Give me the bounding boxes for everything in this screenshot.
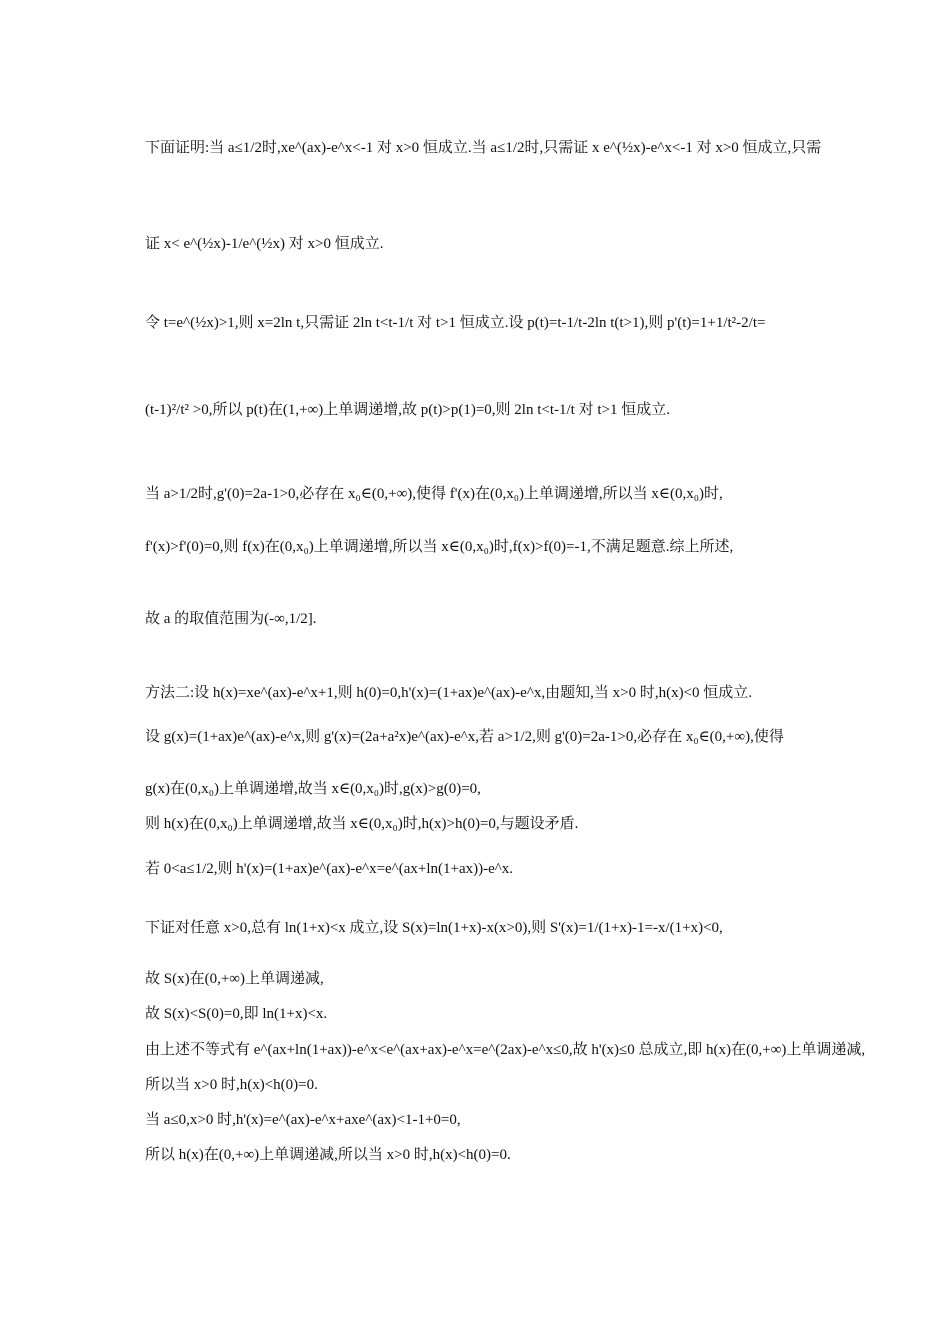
method-two-line-6: 下证对任意 x>0,总有 ln(1+x)<x 成立,设 S(x)=ln(1+x)-x(x>0),则 S'(x)=1/(1+x)-1=-x/(1+x)<0,	[145, 920, 723, 936]
method-two-line-2: 设 g(x)=(1+ax)e^(ax)-e^x,则 g'(x)=(2a+a²x)e^(ax)-e^x,若 a>1/2,则 g'(0)=2a-1>0,必存在 x₀∈(0,+∞),使得	[145, 729, 784, 745]
method-two-line-7: 故 S(x)在(0,+∞)上单调递减,	[145, 971, 324, 987]
proof-line-5: 当 a>1/2时,g'(0)=2a-1>0,必存在 x₀∈(0,+∞),使得 f'(x)在(0,x₀)上单调递增,所以当 x∈(0,x₀)时,	[145, 486, 723, 502]
proof-line-4: (t-1)²/t² >0,所以 p(t)在(1,+∞)上单调递增,故 p(t)>p(1)=0,则 2ln t<t-1/t 对 t>1 恒成立.	[145, 402, 670, 418]
method-two-line-9: 由上述不等式有 e^(ax+ln(1+ax))-e^x<e^(ax+ax)-e^x=e^(2ax)-e^x≤0,故 h'(x)≤0 总成立,即 h(x)在(0,+∞)上单调递减,	[145, 1042, 866, 1058]
proof-line-1: 下面证明:当 a≤1/2时,xe^(ax)-e^x<-1 对 x>0 恒成立.当 a≤1/2时,只需证 x e^(½x)-e^x<-1 对 x>0 恒成立,只需	[145, 140, 822, 156]
proof-line-2: 证 x< e^(½x)-1/e^(½x) 对 x>0 恒成立.	[145, 236, 384, 252]
method-two-line-5: 若 0<a≤1/2,则 h'(x)=(1+ax)e^(ax)-e^x=e^(ax+ln(1+ax))-e^x.	[145, 861, 514, 877]
method-two-line-3: g(x)在(0,x₀)上单调递增,故当 x∈(0,x₀)时,g(x)>g(0)=0,	[145, 781, 481, 797]
proof-line-3: 令 t=e^(½x)>1,则 x=2ln t,只需证 2ln t<t-1/t 对 t>1 恒成立.设 p(t)=t-1/t-2ln t(t>1),则 p'(t)=1+1/t²-2/t=	[145, 315, 766, 331]
range-conclusion: 故 a 的取值范围为(-∞,1/2].	[145, 611, 317, 627]
proof-line-6: f'(x)>f'(0)=0,则 f(x)在(0,x₀)上单调递增,所以当 x∈(0,x₀)时,f(x)>f(0)=-1,不满足题意.综上所述,	[145, 539, 734, 555]
method-two-line-12: 所以 h(x)在(0,+∞)上单调递减,所以当 x>0 时,h(x)<h(0)=0.	[145, 1147, 511, 1163]
method-two-line-10: 所以当 x>0 时,h(x)<h(0)=0.	[145, 1077, 318, 1093]
method-two-line-4: 则 h(x)在(0,x₀)上单调递增,故当 x∈(0,x₀)时,h(x)>h(0)=0,与题设矛盾.	[145, 816, 579, 832]
method-two-intro: 方法二:设 h(x)=xe^(ax)-e^x+1,则 h(0)=0,h'(x)=(1+ax)e^(ax)-e^x,由题知,当 x>0 时,h(x)<0 恒成立.	[145, 685, 753, 701]
method-two-line-8: 故 S(x)<S(0)=0,即 ln(1+x)<x.	[145, 1006, 328, 1022]
method-two-line-11: 当 a≤0,x>0 时,h'(x)=e^(ax)-e^x+axe^(ax)<1-1+0=0,	[145, 1112, 461, 1128]
